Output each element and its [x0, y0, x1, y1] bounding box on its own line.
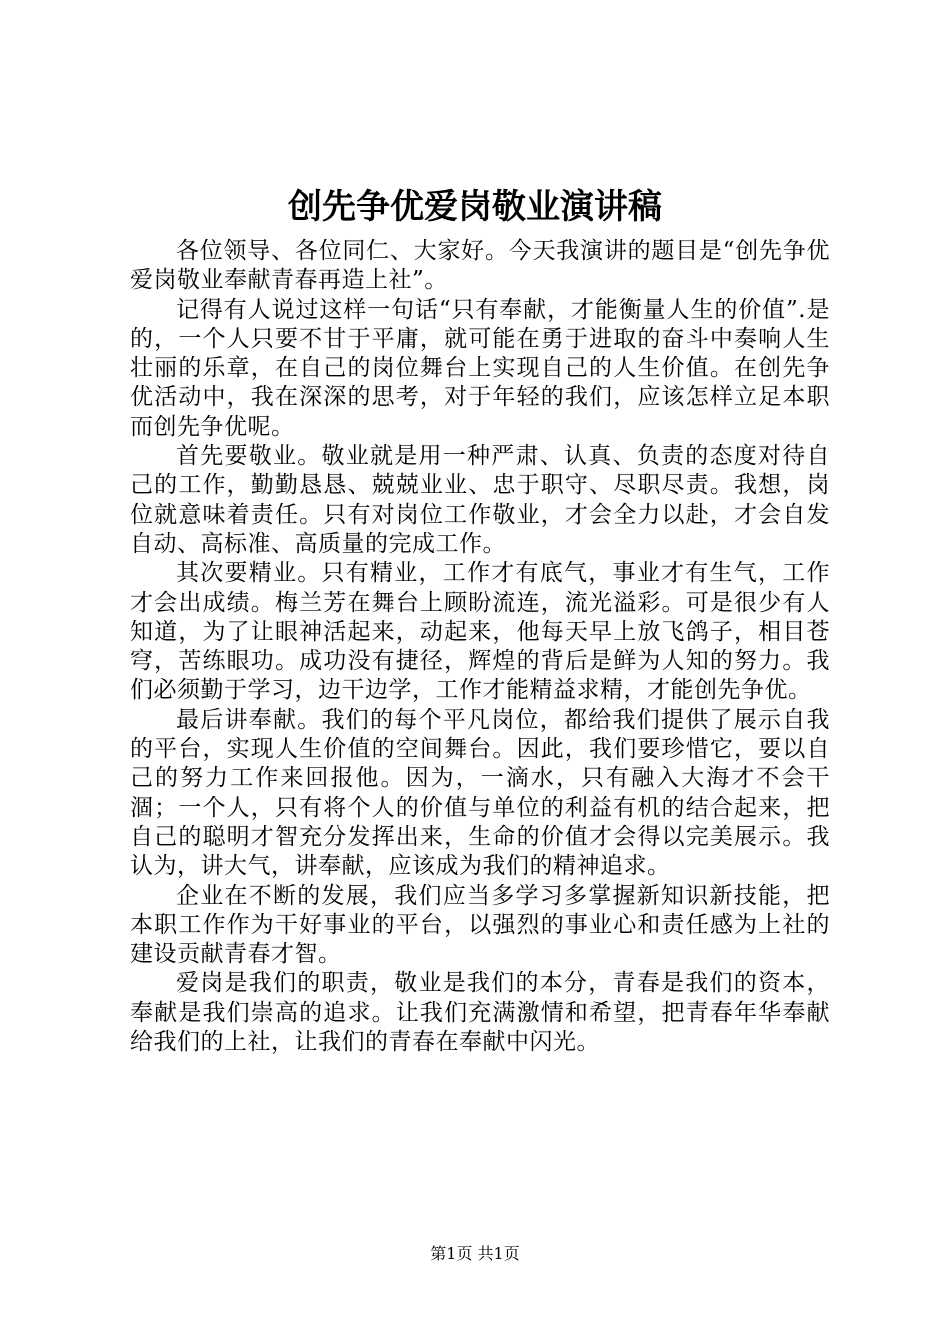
paragraph-professional-excellence: 其次要精业。只有精业，工作才有底气，事业才有生气，工作才会出成绩。梅兰芳在舞台上顾盼流连，流光溢彩。可是很少有人知道，为了让眼神活起来，动起来，他每天早上放飞鸽子，相目苍穹，苦练眼功。成功没有捷径，辉煌的背后是鲜为人知的努力。我们必须勤于学习，边干边学，工作才能精益求精，才能创先争优。: [130, 560, 830, 704]
paragraph-dedication-to-work: 首先要敬业。敬业就是用一种严肃、认真、负责的态度对待自己的工作，勤勤恳恳、兢兢业业、忠于职守、尽职尽责。我想，岗位就意味着责任。只有对岗位工作敬业，才会全力以赴，才会自发自动、高标准、高质量的完成工作。: [130, 443, 830, 557]
document-title: 创先争优爱岗敬业演讲稿: [288, 187, 662, 227]
paragraph-conclusion: 爱岗是我们的职责，敬业是我们的本分，青春是我们的资本，奉献是我们崇高的追求。让我们充满激情和希望，把青春年华奉献给我们的上社，让我们的青春在奉献中闪光。: [130, 970, 830, 1056]
paragraph-enterprise-development: 企业在不断的发展，我们应当多学习多掌握新知识新技能，把本职工作作为干好事业的平台，以强烈的事业心和责任感为上社的建设贡献青春才智。: [130, 882, 830, 968]
paragraph-dedication-quote: 记得有人说过这样一句话“只有奉献，才能衡量人生的价值”.是的，一个人只要不甘于平庸，就可能在勇于进取的奋斗中奏响人生壮丽的乐章，在自己的岗位舞台上实现自己的人生价值。在创先争优活动中，我在深深的思考，对于年轻的我们，应该怎样立足本职而创先争优呢。: [130, 296, 830, 440]
paragraph-contribution: 最后讲奉献。我们的每个平凡岗位，都给我们提供了展示自我的平台，实现人生价值的空间舞台。因此，我们要珍惜它，要以自己的努力工作来回报他。因为，一滴水，只有融入大海才不会干涸；一个人，只有将个人的价值与单位的利益有机的结合起来，把自己的聪明才智充分发挥出来，生命的价值才会得以完美展示。我认为，讲大气，讲奉献，应该成为我们的精神追求。: [130, 706, 830, 880]
document-body: [130, 237, 830, 1057]
page-footer: 第1页 共1页: [430, 1244, 520, 1263]
paragraph-greeting: 各位领导、各位同仁、大家好。今天我演讲的题目是“创先争优爱岗敬业奉献青春再造上社”。: [130, 238, 830, 294]
